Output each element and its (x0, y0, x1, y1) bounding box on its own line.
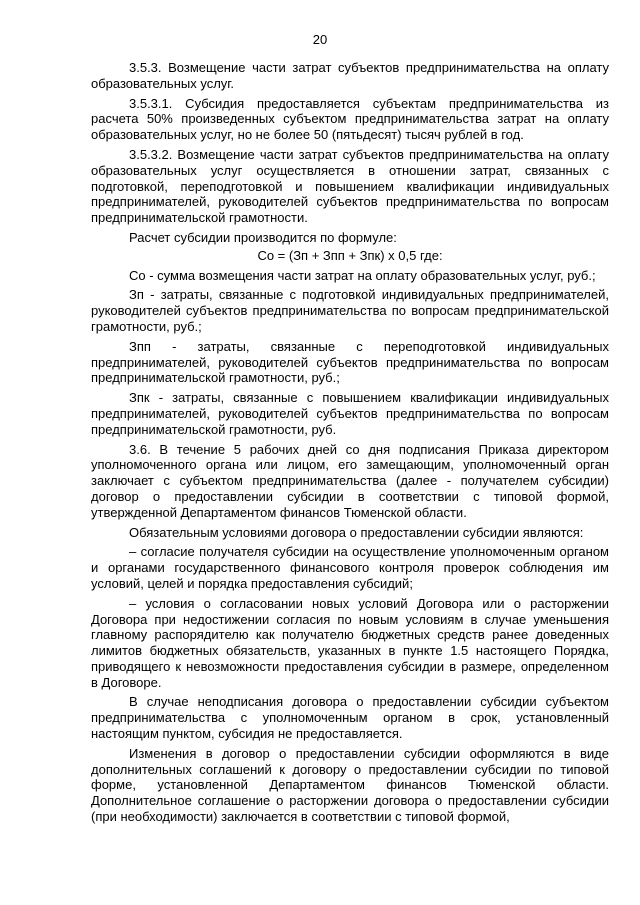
definition-zpk: Зпк - затраты, связанные с повышением квалификации индивидуальных предпринимателей, руководителей субъектов предпринимательства по вопросам предпринимательской грамотности, руб. (91, 390, 609, 437)
paragraph-amendments: Изменения в договор о предоставлении субсидии оформляются в виде дополнительных соглашений к договору о предоставлении субсидии по типовой форме, установленной Департаментом финансов Тюменской области. Дополнительное соглашение о расторжении договора о предоставлении субсидии (при необходимости) заключается в соответствии с типовой формой, (91, 745, 609, 825)
paragraph-3-5-3-2: 3.5.3.2. Возмещение части затрат субъектов предпринимательства на оплату образовательных услуг осуществляется в отношении затрат, связанных с подготовкой, переподготовкой и повышением квалификации индивидуальных предпринимателей, руководителей субъектов предпринимательства по вопросам предпринимательской грамотности. (91, 146, 609, 226)
formula-intro: Расчет субсидии производится по формуле: (129, 229, 397, 245)
definition-zp: Зп - затраты, связанные с подготовкой индивидуальных предпринимателей, руководителей субъектов предпринимательства по вопросам предпринимательской грамотности, руб.; (91, 287, 609, 334)
document-body (91, 60, 609, 829)
definition-co: Со - сумма возмещения части затрат на оплату образовательных услуг, руб.; (129, 267, 596, 283)
paragraph-3-5-3: 3.5.3. Возмещение части затрат субъектов предпринимательства на оплату образовательных услуг. (91, 60, 609, 91)
paragraph-non-signing: В случае неподписания договора о предоставлении субсидии субъектом предпринимательства с уполномоченным органом в срок, установленный настоящим пунктом, субсидия не предоставляется. (91, 694, 609, 742)
condition-renegotiation: – условия о согласовании новых условий Договора или о расторжении Договора при недостижении согласия по новым условиям в случае уменьшения главному распорядителю как получателю бюджетных средств ранее доведенных лимитов бюджетных обязательств, указанных в пункте 1.5 настоящего Порядка, приводящего к невозможности предоставления субсидии в размере, определенном в Договоре. (91, 595, 609, 690)
condition-consent: – согласие получателя субсидии на осуществление уполномоченным органом и органами государственного финансового контроля проверок соблюдения им условий, целей и порядка предоставления субсидий; (91, 544, 609, 591)
definition-zpp: Зпп - затраты, связанные с переподготовкой индивидуальных предпринимателей, руководителей субъектов предпринимательства по вопросам предпринимательской грамотности, руб.; (91, 338, 609, 386)
formula: Со = (Зп + Зпп + Зпк) х 0,5 где: (257, 247, 443, 263)
paragraph-3-5-3-1: 3.5.3.1. Субсидия предоставляется субъектам предпринимательства из расчета 50% произведенных субъектом предпринимательства затрат на оплату образовательных услуг, но не более 50 (пятьдесят) тысяч рублей в год. (91, 95, 609, 143)
paragraph-3-6: 3.6. В течение 5 рабочих дней со дня подписания Приказа директором уполномоченного органа или лицом, его замещающим, уполномоченный орган заключает с субъектом предпринимательства (далее - получателем субсидии) договор о предоставлении субсидии в соответствии с типовой формой, утвержденной Департаментом финансов Тюменской области. (91, 441, 609, 520)
contract-conditions-intro: Обязательным условиями договора о предоставлении субсидии являются: (129, 524, 584, 540)
page-number: 20 (312, 32, 328, 47)
